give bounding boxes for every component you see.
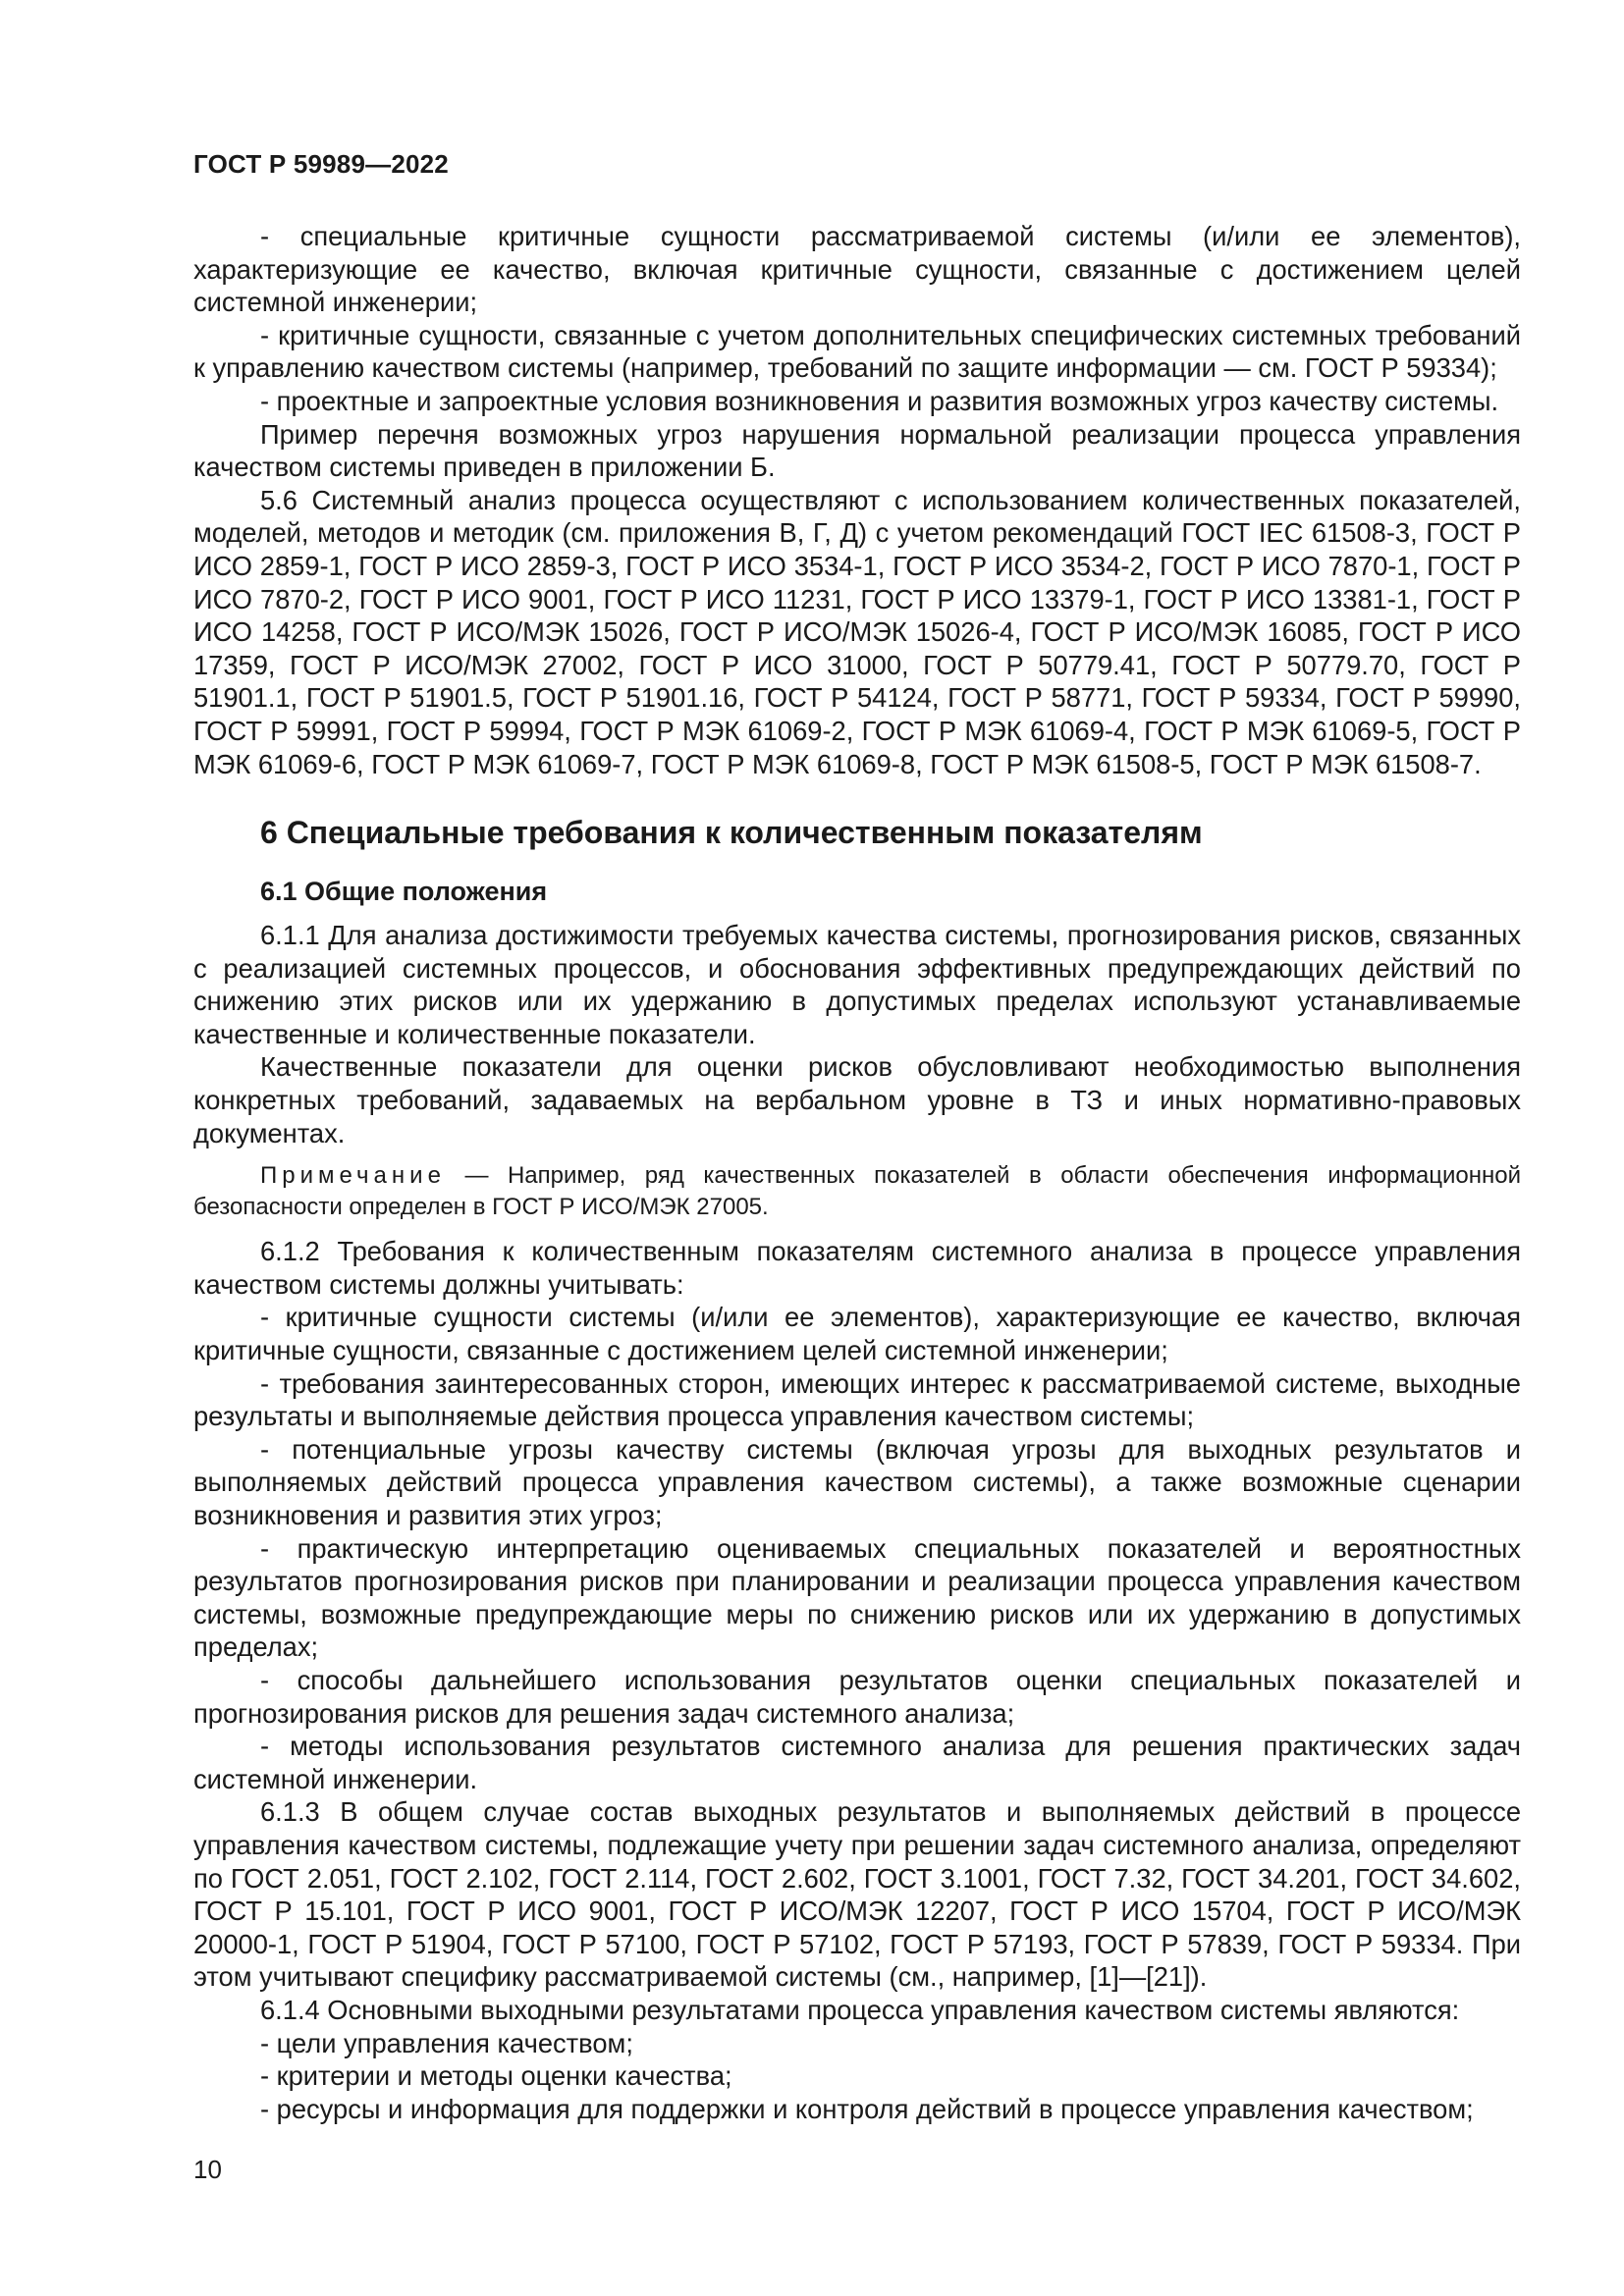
note-label: Примечание: [260, 1162, 446, 1190]
document-header: ГОСТ Р 59989—2022: [193, 149, 449, 179]
paragraph: - проектные и запроектные условия возникновения и развития возможных угроз качеству системы.: [260, 385, 1499, 416]
list-item: - критичные сущности системы (и/или ее элементов), характеризующие ее качество, включая критичные сущности, связанные с достижением целей системной инженерии;: [193, 1302, 1521, 1366]
list-item: - требования заинтересованных сторон, имеющих интерес к рассматриваемой системе, выходные результаты и выполняемые действия процесса управления качеством системы;: [193, 1367, 1521, 1432]
list-item: - способы дальнейшего использования результатов оценки специальных показателей и прогнозирования рисков для решения задач системного анализа;: [193, 1664, 1521, 1729]
note-text: — Например, ряд качественных показателей в области обеспечения информационной безопасности определен в ГОСТ Р ИСО/МЭК 27005.: [193, 1162, 1521, 1221]
page-number: 10: [193, 2155, 222, 2184]
document-body: [193, 220, 1521, 2125]
list-item: - потенциальные угрозы качеству системы (включая угрозы для выходных результатов и выполняемых действий процесса управления качеством системы), а также возможные сценарии возникновения и развития этих угроз;: [193, 1433, 1521, 1530]
paragraph: Пример перечня возможных угроз нарушения нормальной реализации процесса управления качеством системы приведен в приложении Б.: [193, 418, 1521, 483]
paragraph: 6.1.1 Для анализа достижимости требуемых качества системы, прогнозирования рисков, связанных с реализацией системных процессов, и обоснования эффективных предупреждающих действий по снижению этих рисков или их удержанию в допустимых пределах используют устанавливаемые качественные и количественные показатели.: [193, 920, 1521, 1049]
paragraph: 6.1.4 Основными выходными результатами процесса управления качеством системы являются:: [260, 1994, 1460, 2025]
list-item: - практическую интерпретацию оцениваемых специальных показателей и вероятностных результатов прогнозирования рисков при планировании и реализации процесса управления качеством системы, возможные предупреждающие меры по снижению рисков или их удержанию в допустимых пределах;: [193, 1532, 1521, 1663]
paragraph: 6.1.3 В общем случае состав выходных результатов и выполняемых действий в процессе управления качеством системы, подлежащие учету при решении задач системного анализа, определяют по ГОСТ 2.051, ГОСТ 2.102, ГОСТ 2.114, ГОСТ 2.602, ГОСТ 3.1001, ГОСТ 7.32, ГОСТ 34.201, ГОСТ 34.602, ГОСТ Р 15.101, ГОСТ Р ИСО 9001, ГОСТ Р ИСО/МЭК 12207, ГОСТ Р ИСО 15704, ГОСТ Р ИСО/МЭК 20000-1, ГОСТ Р 51904, ГОСТ Р 57100, ГОСТ Р 57102, ГОСТ Р 57193, ГОСТ Р 57839, ГОСТ Р 59334. При этом учитывают специфику рассматриваемой системы (см., например, [1]—[21]).: [193, 1796, 1521, 1993]
note: [193, 1160, 1521, 1223]
list-item: - цели управления качеством;: [260, 2027, 633, 2058]
section-heading: 6 Специальные требования к количественным показателям: [260, 815, 1203, 851]
paragraph: Качественные показатели для оценки рисков обусловливают необходимостью выполнения конкретных требований, задаваемых на вербальном уровне в ТЗ и иных нормативно-правовых документах.: [193, 1051, 1521, 1148]
subsection-heading: 6.1 Общие положения: [260, 877, 548, 907]
list-item: - методы использования результатов системного анализа для решения практических задач системной инженерии.: [193, 1731, 1521, 1794]
list-item: - критерии и методы оценки качества;: [260, 2060, 732, 2092]
paragraph: - специальные критичные сущности рассматриваемой системы (и/или ее элементов), характеризующие ее качество, включая критичные сущности, связанные с достижением целей системной инженерии;: [193, 221, 1521, 318]
paragraph: - критичные сущности, связанные с учетом дополнительных специфических системных требований к управлению качеством системы (например, требований по защите информации — см. ГОСТ Р 59334);: [193, 319, 1521, 384]
paragraph: 6.1.2 Требования к количественным показателям системного анализа в процессе управления качеством системы должны учитывать:: [193, 1236, 1521, 1300]
paragraph: 5.6 Системный анализ процесса осуществляют с использованием количественных показателей, моделей, методов и методик (см. приложения В, Г, Д) с учетом рекомендаций ГОСТ IEC 61508-3, ГОСТ Р ИСО 2859-1, ГОСТ Р ИСО 2859-3, ГОСТ Р ИСО 3534-1, ГОСТ Р ИСО 3534-2, ГОСТ Р ИСО 7870-1, ГОСТ Р ИСО 7870-2, ГОСТ Р ИСО 9001, ГОСТ Р ИСО 11231, ГОСТ Р ИСО 13379-1, ГОСТ Р ИСО 13381-1, ГОСТ Р ИСО 14258, ГОСТ Р ИСО/МЭК 15026, ГОСТ Р ИСО/МЭК 15026-4, ГОСТ Р ИСО/МЭК 16085, ГОСТ Р ИСО 17359, ГОСТ Р ИСО/МЭК 27002, ГОСТ Р ИСО 31000, ГОСТ Р 50779.41, ГОСТ Р 50779.70, ГОСТ Р 51901.1, ГОСТ Р 51901.5, ГОСТ Р 51901.16, ГОСТ Р 54124, ГОСТ Р 58771, ГОСТ Р 59334, ГОСТ Р 59990, ГОСТ Р 59991, ГОСТ Р 59994, ГОСТ Р МЭК 61069-2, ГОСТ Р МЭК 61069-4, ГОСТ Р МЭК 61069-5, ГОСТ Р МЭК 61069-6, ГОСТ Р МЭК 61069-7, ГОСТ Р МЭК 61069-8, ГОСТ Р МЭК 61508-5, ГОСТ Р МЭК 61508-7.: [193, 484, 1521, 779]
list-item: - ресурсы и информация для поддержки и контроля действий в процессе управления качеством;: [260, 2093, 1474, 2124]
